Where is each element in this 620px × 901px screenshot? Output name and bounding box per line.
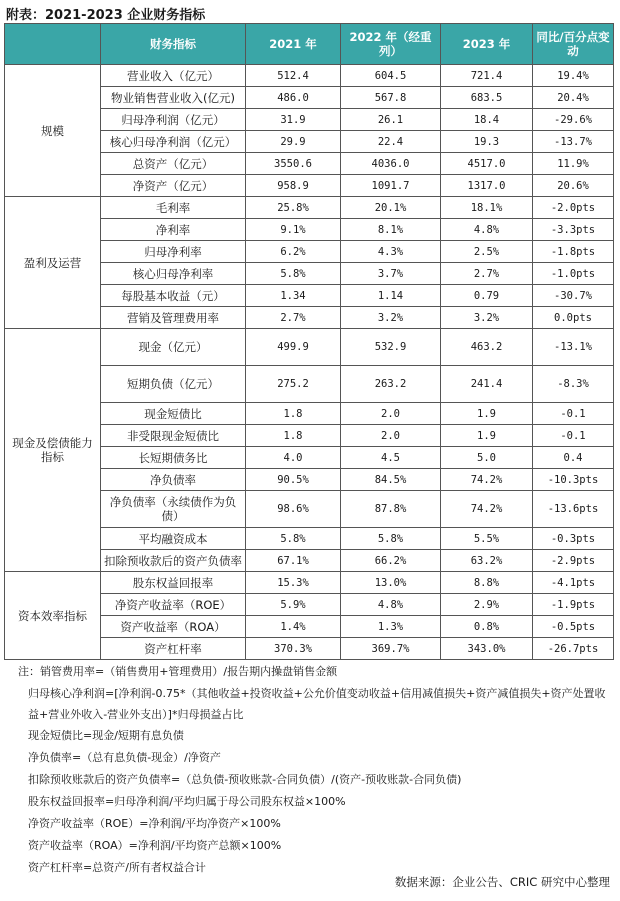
value-2022-cell: 22.4 [341, 131, 441, 153]
value-2023-cell: 4.8% [441, 219, 533, 241]
metric-cell: 净资产收益率（ROE） [101, 594, 246, 616]
change-cell: 20.6% [533, 175, 614, 197]
change-cell: -3.3pts [533, 219, 614, 241]
value-2021-cell: 67.1% [246, 550, 341, 572]
value-2022-cell: 567.8 [341, 87, 441, 109]
change-cell: -0.3pts [533, 528, 614, 550]
change-cell: -13.7% [533, 131, 614, 153]
value-2021-cell: 2.7% [246, 307, 341, 329]
change-cell: 11.9% [533, 153, 614, 175]
value-2021-cell: 370.3% [246, 638, 341, 660]
value-2023-cell: 0.79 [441, 285, 533, 307]
value-2022-cell: 20.1% [341, 197, 441, 219]
header-2022: 2022 年（经重列） [341, 24, 441, 65]
change-cell: -0.1 [533, 425, 614, 447]
value-2021-cell: 98.6% [246, 491, 341, 528]
note-line: 扣除预收账款后的资产负债率=（总负债-预收账款-合同负债）/(资产-预收账款-合同负债) [28, 773, 462, 786]
value-2023-cell: 5.5% [441, 528, 533, 550]
value-2023-cell: 3.2% [441, 307, 533, 329]
metric-cell: 物业销售营业收入(亿元) [101, 87, 246, 109]
metric-cell: 净资产（亿元） [101, 175, 246, 197]
category-cell: 现金及偿债能力指标 [5, 329, 101, 572]
metric-cell: 净利率 [101, 219, 246, 241]
metric-cell: 毛利率 [101, 197, 246, 219]
value-2022-cell: 26.1 [341, 109, 441, 131]
table-row [5, 65, 614, 87]
metric-cell: 总资产（亿元） [101, 153, 246, 175]
metric-cell: 净负债率 [101, 469, 246, 491]
value-2022-cell: 1.14 [341, 285, 441, 307]
value-2023-cell: 1317.0 [441, 175, 533, 197]
change-cell: -26.7pts [533, 638, 614, 660]
value-2022-cell: 2.0 [341, 425, 441, 447]
note-line: 净负债率=（总有息负债-现金）/净资产 [28, 751, 221, 764]
change-cell: 20.4% [533, 87, 614, 109]
value-2022-cell: 1091.7 [341, 175, 441, 197]
note-line: 资产杠杆率=总资产/所有者权益合计 [28, 861, 206, 874]
value-2022-cell: 3.2% [341, 307, 441, 329]
value-2021-cell: 5.8% [246, 263, 341, 285]
value-2021-cell: 5.9% [246, 594, 341, 616]
change-cell: -29.6% [533, 109, 614, 131]
change-cell: -8.3% [533, 366, 614, 403]
change-cell: 19.4% [533, 65, 614, 87]
value-2023-cell: 721.4 [441, 65, 533, 87]
value-2021-cell: 3550.6 [246, 153, 341, 175]
change-cell: 0.4 [533, 447, 614, 469]
metric-cell: 现金短债比 [101, 403, 246, 425]
category-cell: 盈利及运营 [5, 197, 101, 329]
metric-cell: 核心归母净利润（亿元） [101, 131, 246, 153]
change-cell: -0.1 [533, 403, 614, 425]
value-2023-cell: 683.5 [441, 87, 533, 109]
value-2021-cell: 6.2% [246, 241, 341, 263]
data-source: 数据来源：企业公告、CRIC 研究中心整理 [394, 875, 610, 889]
financial-indicators-table [4, 23, 614, 660]
change-cell: -13.1% [533, 329, 614, 366]
value-2022-cell: 84.5% [341, 469, 441, 491]
value-2023-cell: 74.2% [441, 469, 533, 491]
change-cell: -4.1pts [533, 572, 614, 594]
value-2023-cell: 8.8% [441, 572, 533, 594]
value-2022-cell: 1.3% [341, 616, 441, 638]
metric-cell: 资产杠杆率 [101, 638, 246, 660]
value-2023-cell: 343.0% [441, 638, 533, 660]
note-line: 注：销管费用率=（销售费用+管理费用）/报告期内操盘销售金额 [18, 665, 338, 678]
metric-cell: 核心归母净利率 [101, 263, 246, 285]
value-2022-cell: 13.0% [341, 572, 441, 594]
header-2021: 2021 年 [246, 24, 341, 65]
value-2021-cell: 1.4% [246, 616, 341, 638]
value-2023-cell: 1.9 [441, 425, 533, 447]
change-cell: 0.0pts [533, 307, 614, 329]
change-cell: -2.9pts [533, 550, 614, 572]
value-2022-cell: 4.5 [341, 447, 441, 469]
table-row [5, 329, 614, 366]
change-cell: -0.5pts [533, 616, 614, 638]
value-2022-cell: 2.0 [341, 403, 441, 425]
metric-cell: 股东权益回报率 [101, 572, 246, 594]
value-2022-cell: 5.8% [341, 528, 441, 550]
value-2021-cell: 1.8 [246, 425, 341, 447]
value-2021-cell: 31.9 [246, 109, 341, 131]
value-2022-cell: 4.3% [341, 241, 441, 263]
value-2022-cell: 3.7% [341, 263, 441, 285]
notes-section [18, 661, 613, 879]
value-2021-cell: 486.0 [246, 87, 341, 109]
value-2021-cell: 15.3% [246, 572, 341, 594]
value-2023-cell: 63.2% [441, 550, 533, 572]
table-body [5, 65, 614, 660]
metric-cell: 归母净利润（亿元） [101, 109, 246, 131]
value-2023-cell: 5.0 [441, 447, 533, 469]
value-2023-cell: 74.2% [441, 491, 533, 528]
value-2022-cell: 66.2% [341, 550, 441, 572]
metric-cell: 营业收入（亿元） [101, 65, 246, 87]
value-2021-cell: 9.1% [246, 219, 341, 241]
table-header-row [5, 24, 614, 65]
value-2022-cell: 604.5 [341, 65, 441, 87]
value-2023-cell: 2.9% [441, 594, 533, 616]
value-2022-cell: 4.8% [341, 594, 441, 616]
value-2023-cell: 1.9 [441, 403, 533, 425]
change-cell: -1.8pts [533, 241, 614, 263]
change-cell: -1.0pts [533, 263, 614, 285]
value-2021-cell: 499.9 [246, 329, 341, 366]
value-2021-cell: 25.8% [246, 197, 341, 219]
metric-cell: 现金（亿元） [101, 329, 246, 366]
category-cell: 资本效率指标 [5, 572, 101, 660]
value-2021-cell: 275.2 [246, 366, 341, 403]
metric-cell: 归母净利率 [101, 241, 246, 263]
metric-cell: 扣除预收款后的资产负债率 [101, 550, 246, 572]
value-2023-cell: 241.4 [441, 366, 533, 403]
note-line: 归母核心净利润=[净利润-0.75*（其他收益+投资收益+公允价值变动收益+信用减值损失+资产减值损失+资产处置收益+营业外收入-营业外支出）]*归母损益占比 [28, 687, 606, 721]
category-cell: 规模 [5, 65, 101, 197]
change-cell: -2.0pts [533, 197, 614, 219]
metric-cell: 长短期债务比 [101, 447, 246, 469]
value-2021-cell: 90.5% [246, 469, 341, 491]
note-line: 净资产收益率（ROE）=净利润/平均净资产×100% [28, 817, 281, 830]
metric-cell: 短期负债（亿元） [101, 366, 246, 403]
value-2021-cell: 1.8 [246, 403, 341, 425]
note-line: 资产收益率（ROA）=净利润/平均资产总额×100% [28, 839, 282, 852]
metric-cell: 每股基本收益（元） [101, 285, 246, 307]
value-2022-cell: 263.2 [341, 366, 441, 403]
metric-cell: 平均融资成本 [101, 528, 246, 550]
table-row [5, 197, 614, 219]
change-cell: -10.3pts [533, 469, 614, 491]
header-2023: 2023 年 [441, 24, 533, 65]
change-cell: -1.9pts [533, 594, 614, 616]
value-2021-cell: 4.0 [246, 447, 341, 469]
value-2021-cell: 958.9 [246, 175, 341, 197]
value-2022-cell: 87.8% [341, 491, 441, 528]
metric-cell: 净负债率（永续债作为负债） [101, 491, 246, 528]
value-2023-cell: 463.2 [441, 329, 533, 366]
value-2022-cell: 369.7% [341, 638, 441, 660]
change-cell: -30.7% [533, 285, 614, 307]
header-change: 同比/百分点变动 [533, 24, 614, 65]
value-2023-cell: 0.8% [441, 616, 533, 638]
header-category [5, 24, 101, 65]
note-line: 股东权益回报率=归母净利润/平均归属于母公司股东权益×100% [28, 795, 346, 808]
value-2022-cell: 8.1% [341, 219, 441, 241]
value-2023-cell: 19.3 [441, 131, 533, 153]
value-2023-cell: 18.1% [441, 197, 533, 219]
value-2021-cell: 5.8% [246, 528, 341, 550]
value-2021-cell: 512.4 [246, 65, 341, 87]
header-metric: 财务指标 [101, 24, 246, 65]
table-title: 附表：2021-2023 企业财务指标 [6, 8, 206, 23]
value-2023-cell: 18.4 [441, 109, 533, 131]
table-row [5, 572, 614, 594]
value-2022-cell: 4036.0 [341, 153, 441, 175]
value-2023-cell: 2.5% [441, 241, 533, 263]
value-2021-cell: 29.9 [246, 131, 341, 153]
metric-cell: 资产收益率（ROA） [101, 616, 246, 638]
metric-cell: 非受限现金短债比 [101, 425, 246, 447]
change-cell: -13.6pts [533, 491, 614, 528]
value-2021-cell: 1.34 [246, 285, 341, 307]
metric-cell: 营销及管理费用率 [101, 307, 246, 329]
note-line: 现金短债比=现金/短期有息负债 [28, 729, 184, 742]
value-2022-cell: 532.9 [341, 329, 441, 366]
value-2023-cell: 4517.0 [441, 153, 533, 175]
value-2023-cell: 2.7% [441, 263, 533, 285]
